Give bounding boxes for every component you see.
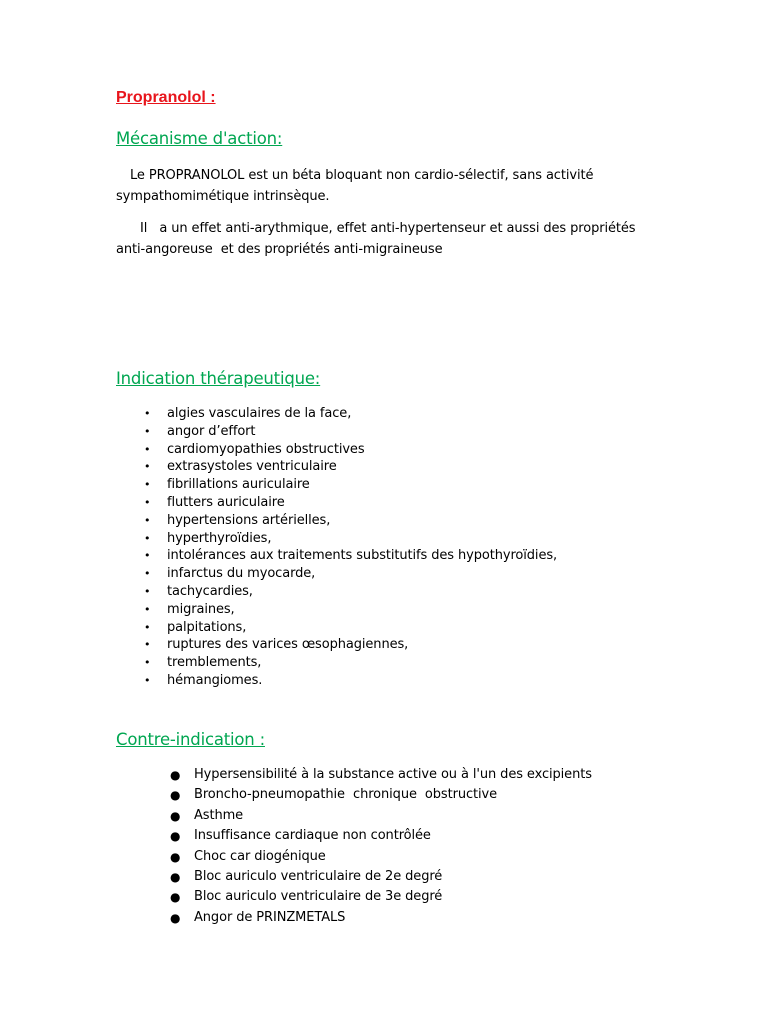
list-item	[170, 887, 592, 907]
list-item	[170, 826, 592, 846]
list-item	[144, 512, 557, 530]
list-item-text: palpitations,	[167, 619, 247, 635]
list-item	[170, 847, 592, 867]
list-item-text: Broncho-pneumopathie chronique obstructive	[194, 787, 498, 803]
list-item	[144, 423, 557, 441]
list-item	[144, 601, 557, 619]
document-title: Propranolol :	[116, 89, 216, 106]
list-item	[144, 458, 557, 476]
bullet-icon: •	[144, 513, 151, 527]
list-item	[170, 908, 592, 928]
list-item	[144, 405, 557, 423]
bullet-icon: •	[144, 567, 151, 581]
bullet-icon: •	[144, 407, 151, 420]
heading-indication: Indication thérapeutique:	[116, 369, 321, 388]
bullet-icon: ●	[170, 910, 181, 925]
heading-mechanism: Mécanisme d'action:	[116, 129, 283, 148]
list-item-text: cardiomyopathies obstructives	[167, 441, 365, 457]
list-item-text: Hypersensibilité à la substance active ou à l'un des excipients	[194, 767, 592, 782]
bullet-icon: •	[144, 620, 151, 634]
list-item-text: infarctus du myocarde,	[167, 566, 316, 582]
list-item-text: hypertensions artérielles,	[167, 512, 331, 528]
list-item-text: Choc car diogénique	[194, 848, 326, 864]
bullet-icon: ●	[170, 788, 181, 803]
list-item-text: flutters auriculaire	[167, 494, 285, 510]
list-item	[144, 547, 557, 565]
list-item	[144, 654, 557, 672]
list-item-text: algies vasculaires de la face,	[167, 406, 352, 421]
indication-list	[144, 405, 557, 690]
bullet-icon: ●	[170, 890, 181, 905]
bullet-icon: •	[144, 460, 151, 474]
mechanism-paragraph-1	[116, 165, 656, 207]
list-item-text: Asthme	[194, 807, 244, 823]
list-item	[144, 672, 557, 690]
list-item-text: tremblements,	[167, 655, 262, 671]
list-item	[144, 619, 557, 637]
bullet-icon: •	[144, 584, 151, 598]
list-item	[170, 806, 592, 826]
list-item-text: Bloc auriculo ventriculaire de 2e degré	[194, 868, 443, 884]
bullet-icon: •	[144, 638, 151, 652]
bullet-icon: ●	[170, 849, 181, 864]
bullet-icon: •	[144, 673, 151, 687]
list-item-text: Angor de PRINZMETALS	[194, 909, 346, 925]
list-item	[144, 530, 557, 548]
list-item	[144, 583, 557, 601]
bullet-icon: ●	[170, 808, 181, 823]
heading-contraindication: Contre-indication :	[116, 730, 265, 749]
list-item	[144, 476, 557, 494]
bullet-icon: •	[144, 442, 151, 456]
list-item	[144, 636, 557, 654]
bullet-icon: •	[144, 531, 151, 545]
bullet-icon: ●	[170, 768, 181, 782]
bullet-icon: ●	[170, 829, 181, 844]
list-item-text: tachycardies,	[167, 583, 253, 599]
list-item-text: hémangiomes.	[167, 672, 263, 688]
bullet-icon: ●	[170, 869, 181, 884]
bullet-icon: •	[144, 478, 151, 492]
mechanism-paragraph-2	[116, 218, 656, 260]
list-item-text: fibrillations auriculaire	[167, 477, 310, 493]
list-item	[170, 785, 592, 805]
list-item-text: angor d’effort	[167, 423, 256, 439]
list-item-text: Bloc auriculo ventriculaire de 3e degré	[194, 889, 443, 905]
list-item	[144, 565, 557, 583]
list-item	[144, 441, 557, 459]
bullet-icon: •	[144, 602, 151, 616]
list-item-text: extrasystoles ventriculaire	[167, 459, 337, 475]
list-item-text: Insuffisance cardiaque non contrôlée	[194, 828, 431, 844]
bullet-icon: •	[144, 656, 151, 670]
mechanism-text-2: Il a un effet anti-arythmique, effet anti-hypertenseur et aussi des propriétés anti-angoreuse et des propriétés anti-migraineuse	[116, 221, 640, 257]
list-item-text: hyperthyroïdies,	[167, 530, 272, 546]
list-item	[170, 867, 592, 887]
bullet-icon: •	[144, 495, 151, 509]
bullet-icon: •	[144, 424, 151, 438]
list-item	[170, 765, 592, 785]
mechanism-text-1: Le PROPRANOLOL est un béta bloquant non cardio-sélectif, sans activité sympathomimétique intrinsèque.	[116, 168, 594, 204]
contraindication-list	[170, 765, 592, 928]
list-item-text: ruptures des varices œsophagiennes,	[167, 637, 409, 653]
list-item-text: intolérances aux traitements substitutifs des hypothyroïdies,	[167, 548, 558, 564]
bullet-icon: •	[144, 549, 151, 563]
list-item	[144, 494, 557, 512]
list-item-text: migraines,	[167, 601, 235, 617]
